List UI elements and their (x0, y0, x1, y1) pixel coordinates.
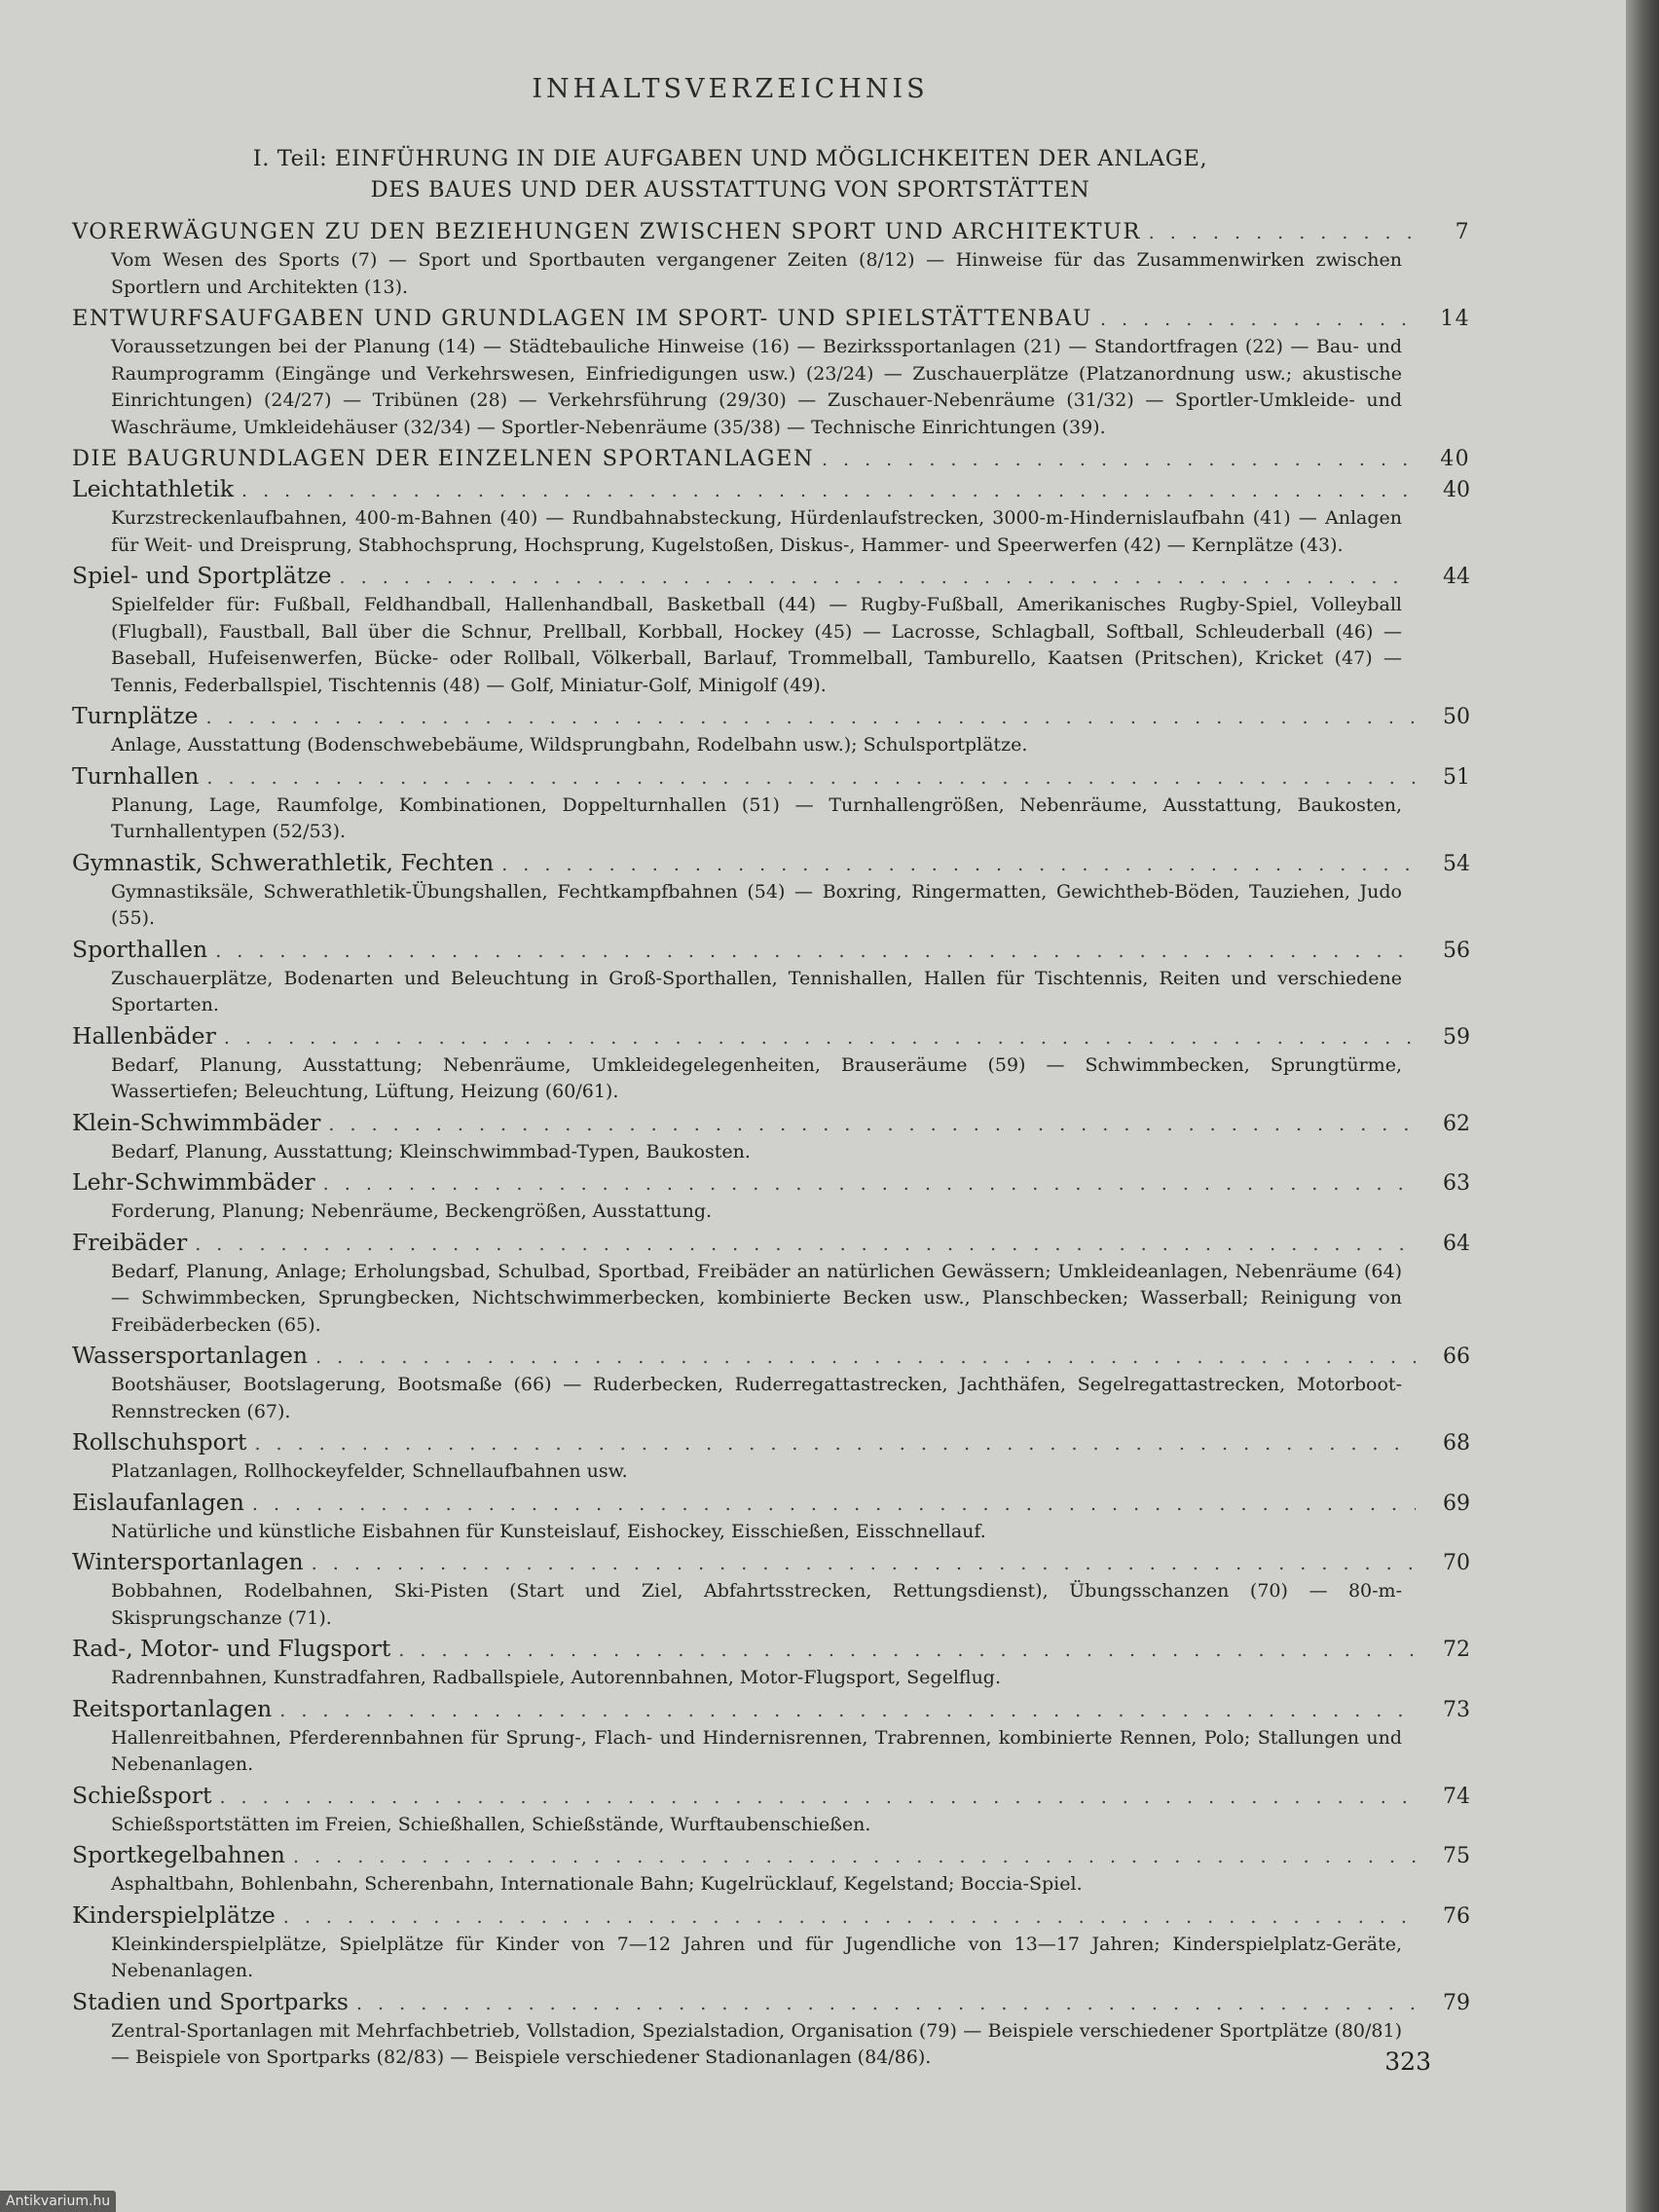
dot-leader (252, 1490, 1416, 1519)
toc-entry-heading (72, 561, 1470, 592)
toc-entry-description: Bobbahnen, Rodelbahnen, Ski-Pisten (Start und Ziel, Abfahrtsstrecken, Rettungsdienst), Übungsschanzen (70) — 80-m-Skisprungschanze (71). (111, 1580, 1402, 1629)
toc-entry-heading (72, 1634, 1470, 1665)
toc-entry-title: Leichtathletik (72, 475, 234, 502)
toc-list (72, 216, 1470, 2074)
toc-entry (72, 1341, 1470, 1427)
toc-entry-heading (72, 444, 1470, 474)
dot-leader (1100, 305, 1416, 334)
toc-entry-description: Zuschauerplätze, Bodenarten und Beleuchtung in Groß-Sporthallen, Tennishallen, Hallen für Tischtennis, Reiten und verschiedene Sportarten. (111, 967, 1402, 1015)
toc-entry-title: ENTWURFSAUFGABEN UND GRUNDLAGEN IM SPORT- UND SPIELSTÄTTENBAU (72, 306, 1092, 331)
toc-entry-heading (72, 217, 1470, 247)
part-heading-line-1: I. Teil: EINFÜHRUNG IN DIE AUFGABEN UND MÖGLICHKEITEN DER ANLAGE, (252, 146, 1208, 171)
toc-entry-title: Sporthallen (72, 935, 208, 963)
toc-entry (72, 1840, 1470, 1900)
toc-entry-heading (72, 1694, 1470, 1725)
page-number: 323 (1384, 2047, 1431, 2076)
dot-leader (224, 1023, 1416, 1052)
toc-entry-heading (72, 1228, 1470, 1259)
toc-entry (72, 474, 1470, 561)
toc-entry-heading (72, 474, 1470, 505)
toc-entry-title: Wassersportanlagen (72, 1342, 309, 1369)
toc-entry-description: Anlage, Ausstattung (Bodenschwebebäume, Wildsprungbahn, Rodelbahn usw.); Schulsportplätze. (111, 734, 1028, 756)
toc-entry-page: 62 (1443, 1111, 1470, 1136)
toc-entry-page: 40 (1440, 447, 1470, 471)
toc-entry-title: Reitsportanlagen (72, 1694, 273, 1722)
toc-entry (72, 1108, 1470, 1168)
toc-entry (72, 848, 1470, 935)
toc-entry-page: 63 (1443, 1171, 1470, 1196)
toc-entry-description: Radrennbahnen, Kunstradfahren, Radballspiele, Autorennbahnen, Motor-Flugsport, Segelflug. (111, 1667, 1002, 1688)
dot-leader (501, 850, 1416, 879)
dot-leader (195, 1230, 1416, 1259)
toc-entry (72, 1547, 1470, 1634)
toc-entry-title: Hallenbäder (72, 1021, 216, 1050)
toc-entry-heading (72, 701, 1470, 732)
toc-entry-title: DIE BAUGRUNDLAGEN DER EINZELNEN SPORTANLAGEN (72, 446, 814, 471)
toc-entry-title: Spiel- und Sportplätze (72, 562, 332, 589)
toc-entry-title: Freibäder (72, 1228, 188, 1256)
dot-leader (323, 1169, 1416, 1198)
toc-entry (72, 561, 1470, 701)
toc-entry-title: VORERWÄGUNGEN ZU DEN BEZIEHUNGEN ZWISCHEN SPORT UND ARCHITEKTUR (72, 219, 1141, 244)
toc-entry-heading (72, 304, 1470, 334)
toc-entry-page: 70 (1443, 1551, 1470, 1575)
toc-entry-description: Zentral-Sportanlagen mit Mehrfachbetrieb, Vollstadion, Spezialstadion, Organisation (79) — Beispiele verschiedener Sportplätze (80/81) — Beispiele von Sportparks (82/83) — Beispiele verschiedener Stadionanlagen (84/86). (111, 2019, 1402, 2068)
toc-entry-page: 40 (1443, 478, 1470, 502)
dot-leader (398, 1636, 1416, 1665)
toc-entry-heading (72, 1167, 1470, 1198)
toc-entry-heading (72, 1488, 1470, 1519)
toc-entry-description: Vom Wesen des Sports (7) — Sport und Sportbauten vergangener Zeiten (8/12) — Hinweise für das Zusammenwirken zwischen Sportlern und Architekten (13). (111, 249, 1402, 298)
page-title: INHALTSVERZEICHNIS (532, 74, 929, 104)
toc-entry (72, 1900, 1470, 1987)
toc-entry (72, 1634, 1470, 1694)
toc-entry-heading (72, 1987, 1470, 2018)
toc-entry-heading (72, 761, 1470, 793)
toc-entry (72, 1427, 1470, 1488)
dot-leader (340, 563, 1416, 592)
toc-entry-page: 75 (1443, 1844, 1470, 1868)
dot-leader (254, 1429, 1416, 1458)
toc-entry-heading (72, 1840, 1470, 1871)
part-heading-line-2: DES BAUES UND DER AUSSTATTUNG VON SPORTSTÄTTEN (370, 177, 1090, 203)
toc-entry (72, 1781, 1470, 1841)
toc-entry-heading (72, 935, 1470, 966)
toc-entry-description: Bedarf, Planung, Ausstattung; Nebenräume, Umkleidegelegenheiten, Brauseräume (59) — Schwimmbecken, Sprungtürme, Wassertiefen; Beleuchtung, Lüftung, Heizung (60/61). (111, 1053, 1402, 1102)
toc-entry-page: 50 (1443, 705, 1470, 729)
toc-entry-page: 73 (1443, 1697, 1470, 1722)
dot-leader (206, 763, 1416, 793)
toc-entry-page: 56 (1443, 938, 1470, 963)
toc-entry-page: 68 (1443, 1431, 1470, 1456)
dot-leader (279, 1696, 1416, 1725)
dot-leader (205, 703, 1416, 732)
toc-entry (72, 304, 1470, 443)
toc-entry-heading (72, 848, 1470, 879)
toc-entry (72, 1167, 1470, 1228)
toc-entry-title: Gymnastik, Schwerathletik, Fechten (72, 848, 495, 876)
toc-entry-page: 7 (1455, 220, 1470, 244)
toc-entry-title: Rad-, Motor- und Flugsport (72, 1635, 391, 1662)
toc-entry-title: Stadien und Sportparks (72, 1987, 349, 2015)
toc-entry-description: Forderung, Planung; Nebenräume, Beckengrößen, Ausstattung. (111, 1200, 713, 1222)
dot-leader (356, 1989, 1416, 2018)
toc-entry-description: Kleinkinderspielplätze, Spielplätze für Kinder von 7—12 Jahren und für Jugendliche von 13—17 Jahren; Kinderspielplatz-Geräte, Nebenanlagen. (111, 1933, 1402, 1981)
toc-entry-heading (72, 1427, 1470, 1458)
toc-entry-description: Spielfelder für: Fußball, Feldhandball, Hallenhandball, Basketball (44) — Rugby-Fußball, Amerikanisches Rugby-Spiel, Volleyball (Flugball), Faustball, Ball über die Schnur, Prellball, Korbball, Hockey (45) — Lacrosse, Schlagball, Softball, Schleuderball (46) — Baseball, Hufeisenwerfen, Bücke- oder Rollball, Völkerball, Barlauf, Trommelball, Tamburello, Kaatsen (Pritschen), Kricket (47) — Tennis, Federballspiel, Tischtennis (48) — Golf, Miniatur-Golf, Minigolf (49). (111, 594, 1402, 696)
dot-leader (315, 1343, 1416, 1372)
toc-entry-page: 74 (1443, 1784, 1470, 1809)
toc-entry-page: 76 (1443, 1903, 1470, 1929)
toc-entry-title: Schießsport (72, 1781, 212, 1809)
toc-entry-description: Bootshäuser, Bootslagerung, Bootsmaße (66) — Ruderbecken, Ruderregattastrecken, Jachthäfen, Segelregattastrecken, Motorboot-Rennstrecken (67). (111, 1374, 1402, 1422)
toc-entry-page: 14 (1440, 307, 1470, 331)
toc-entry-page: 64 (1443, 1231, 1470, 1256)
toc-entry-heading (72, 1900, 1470, 1932)
toc-entry (72, 1694, 1470, 1781)
dot-leader (328, 1110, 1416, 1139)
toc-entry-title: Sportkegelbahnen (72, 1841, 285, 1868)
toc-entry-description: Gymnastiksäle, Schwerathletik-Übungshallen, Fechtkampfbahnen (54) — Boxring, Ringermatten, Gewichtheb-Böden, Tauziehen, Judo (55). (111, 880, 1402, 929)
dot-leader (312, 1549, 1416, 1578)
toc-entry-page: 66 (1443, 1345, 1470, 1369)
toc-entry (72, 1488, 1470, 1548)
toc-entry-title: Klein-Schwimmbäder (72, 1108, 321, 1136)
toc-entry-description: Hallenreitbahnen, Pferderennbahnen für Sprung-, Flach- und Hindernisrennen, Trabrennen, kombinierte Rennen, Polo; Stallungen und Nebenanlagen. (111, 1726, 1402, 1775)
toc-entry-title: Turnhallen (72, 761, 200, 790)
toc-entry (72, 217, 1470, 303)
toc-entry (72, 1021, 1470, 1108)
toc-entry-description: Platzanlagen, Rollhockeyfelder, Schnellaufbahnen usw. (111, 1460, 628, 1482)
toc-entry-title: Wintersportanlagen (72, 1548, 304, 1575)
toc-entry-heading (72, 1781, 1470, 1812)
toc-entry (72, 935, 1470, 1021)
toc-entry-title: Turnplätze (72, 702, 199, 729)
toc-entry (72, 444, 1470, 474)
part-heading (0, 143, 1460, 205)
toc-entry-description: Bedarf, Planung, Anlage; Erholungsbad, Schulbad, Sportbad, Freibäder an natürlichen Gewässern; Umkleideanlagen, Nebenräume (64) — Schwimmbecken, Sprungbecken, Nichtschwimmerbecken, kombinierte Becken usw., Planschbecken; Wasserball; Reinigung von Freibäderbecken (65). (111, 1260, 1402, 1336)
toc-entry-description: Bedarf, Planung, Ausstattung; Kleinschwimmbad-Typen, Baukosten. (111, 1140, 751, 1162)
toc-entry-description: Asphaltbahn, Bohlenbahn, Scherenbahn, Internationale Bahn; Kugelrücklauf, Kegelstand; Boccia-Spiel. (111, 1873, 1083, 1895)
toc-entry-page: 79 (1443, 1990, 1470, 2015)
toc-entry-title: Eislaufanlagen (72, 1488, 244, 1516)
watermark: Antikvarium.hu (0, 2191, 116, 2212)
toc-entry (72, 1987, 1470, 2074)
toc-entry-page: 72 (1443, 1638, 1470, 1662)
toc-entry (72, 1228, 1470, 1342)
dot-leader (241, 476, 1416, 505)
toc-entry (72, 701, 1470, 761)
toc-entry-page: 69 (1443, 1491, 1470, 1516)
toc-entry-page: 59 (1443, 1024, 1470, 1050)
toc-entry-description: Planung, Lage, Raumfolge, Kombinationen, Doppelturnhallen (51) — Turnhallengrößen, Nebenräume, Ausstattung, Baukosten, Turnhallentypen (52/53). (111, 793, 1402, 842)
toc-entry-heading (72, 1547, 1470, 1578)
dot-leader (293, 1842, 1416, 1871)
toc-entry-description: Voraussetzungen bei der Planung (14) — Städtebauliche Hinweise (16) — Bezirkssportanlagen (21) — Standortfragen (22) — Bau- und Raumprogramm (Eingänge und Verkehrswesen, Einfriedigungen usw.) (23/24) — Zuschauerplätze (Platzanordnung usw.; akustische Einrichtungen) (24/27) — Tribünen (28) — Verkehrsführung (29/30) — Zuschauer-Nebenräume (31/32) — Sportler-Umkleide- und Waschräume, Umkleidehäuser (32/34) — Sportler-Nebenräume (35/38) — Technische Einrichtungen (39). (111, 336, 1402, 438)
toc-entry-title: Kinderspielplätze (72, 1900, 276, 1929)
toc-entry-title: Lehr-Schwimmbäder (72, 1168, 315, 1196)
book-spine (1626, 0, 1659, 2212)
toc-entry-page: 51 (1443, 764, 1470, 790)
toc-entry-heading (72, 1108, 1470, 1139)
toc-entry-description: Natürliche und künstliche Eisbahnen für Kunsteislauf, Eishockey, Eisschießen, Eisschnellauf. (111, 1520, 986, 1542)
toc-entry-page: 54 (1443, 851, 1470, 876)
toc-entry (72, 761, 1470, 848)
dot-leader (822, 445, 1416, 474)
toc-entry-description: Schießsportstätten im Freien, Schießhallen, Schießstände, Wurftaubenschießen. (111, 1813, 871, 1835)
toc-entry-page: 44 (1443, 565, 1470, 589)
toc-entry-description: Kurzstreckenlaufbahnen, 400-m-Bahnen (40) — Rundbahnabsteckung, Hürdenlaufstrecken, 3000-m-Hindernislaufbahn (41) — Anlagen für Weit- und Dreisprung, Stabhochsprung, Hochsprung, Kugelstoßen, Diskus-, Hammer- und Speerwerfen (42) — Kernplätze (43). (111, 507, 1402, 556)
toc-entry-heading (72, 1341, 1470, 1372)
toc-entry-title: Rollschuhsport (72, 1428, 247, 1456)
toc-entry-heading (72, 1021, 1470, 1052)
dot-leader (1149, 218, 1416, 247)
dot-leader (215, 937, 1416, 966)
dot-leader (283, 1902, 1416, 1932)
dot-leader (219, 1783, 1416, 1812)
